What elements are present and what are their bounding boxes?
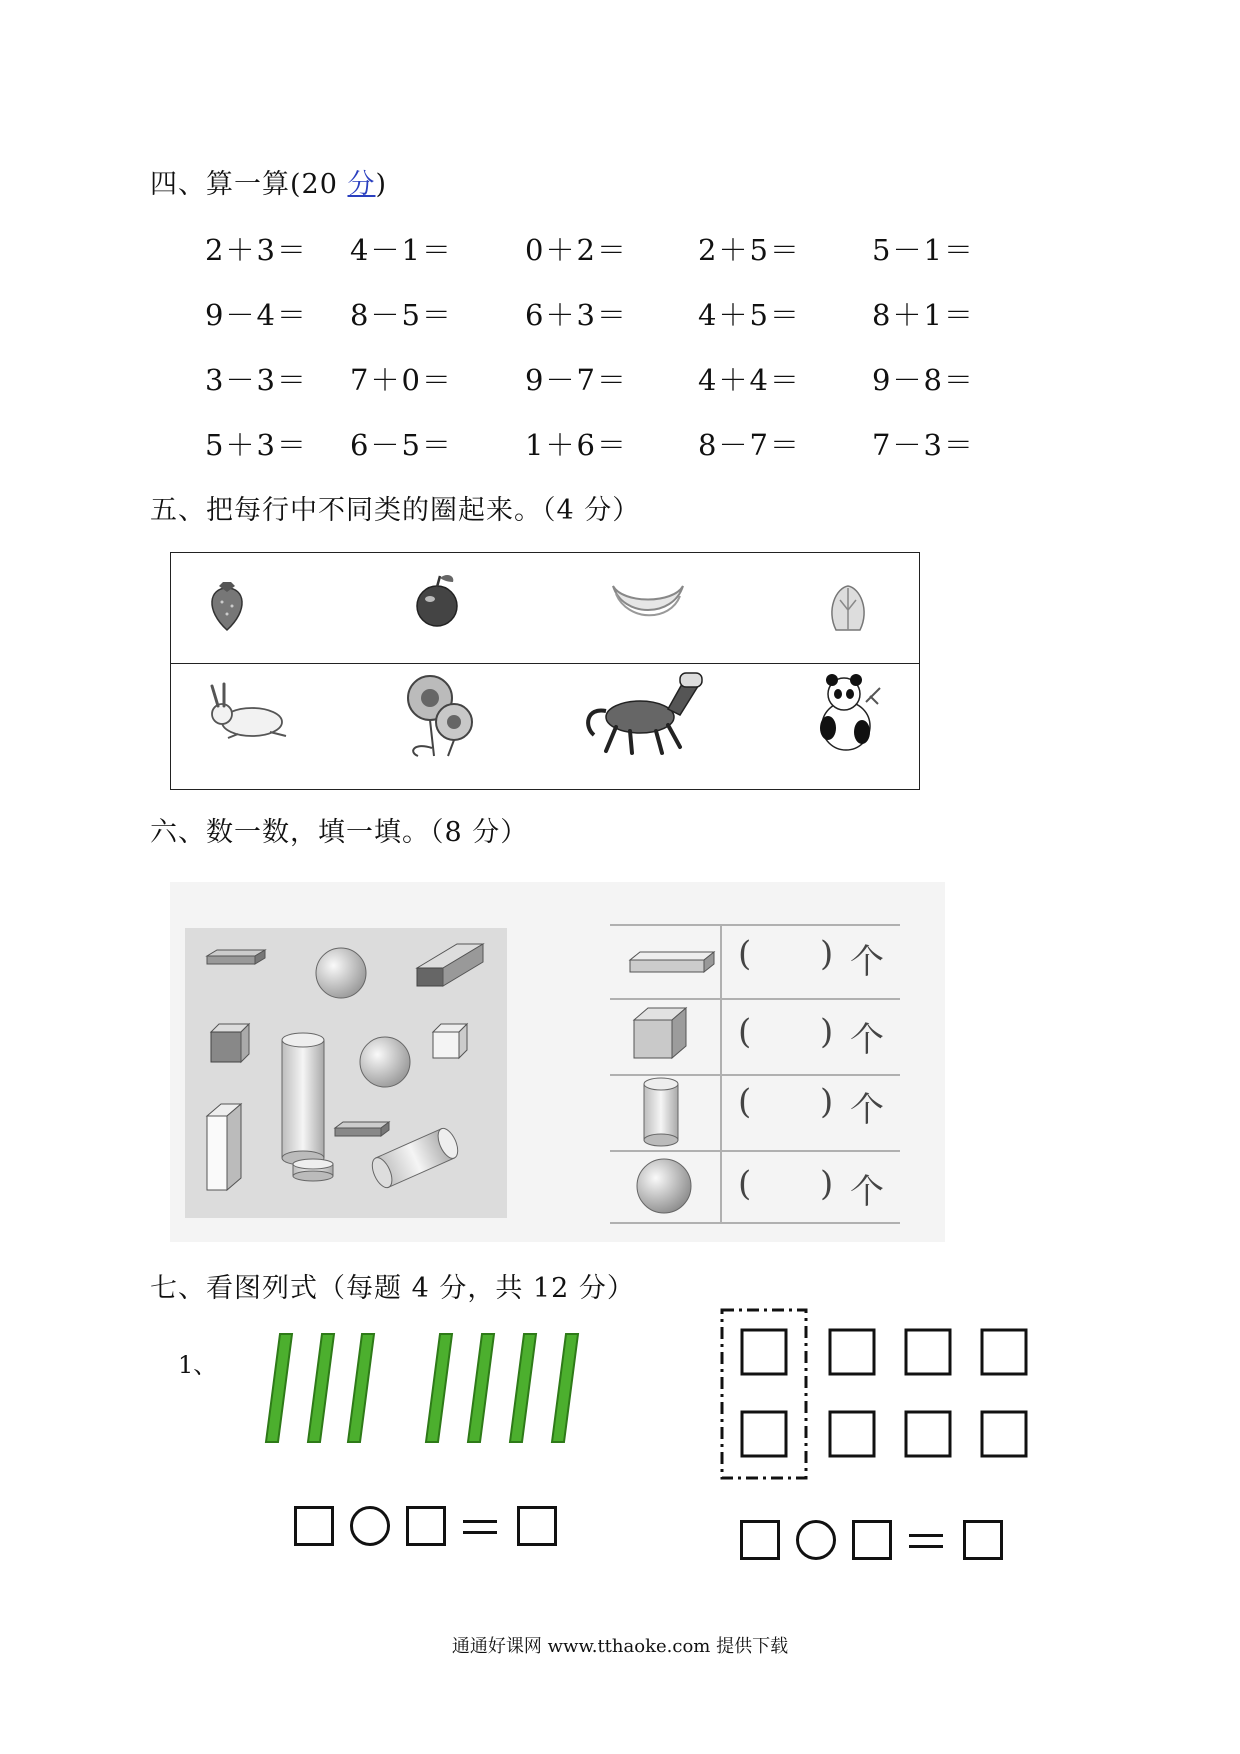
grid-square [742, 1412, 786, 1456]
cube-icon [433, 1024, 467, 1058]
section4-heading: 四、算一算(20 分) [150, 169, 388, 200]
answer-box[interactable] [740, 1520, 780, 1560]
section7-heading: 七、看图列式（每题 4 分，共 12 分） [150, 1273, 635, 1304]
count-answer-blank[interactable] [760, 930, 816, 980]
grid-square [742, 1330, 786, 1374]
count-close-paren: ) [820, 1082, 834, 1122]
grid-square [830, 1330, 874, 1374]
grid-square [906, 1412, 950, 1456]
answer-box[interactable] [852, 1520, 892, 1560]
odd-one-out-pictures [170, 552, 920, 790]
section5-heading: 五、把每行中不同类的圈起来。（4 分） [150, 495, 641, 526]
cylinder-icon [644, 1078, 678, 1146]
equals-sign [463, 1520, 497, 1534]
stick-icon [510, 1334, 536, 1442]
sphere-icon [316, 948, 366, 998]
dashed-group-outline [722, 1310, 806, 1478]
count-close-paren: ) [820, 934, 834, 974]
stick-icon [552, 1334, 578, 1442]
count-open-paren: ( [738, 1082, 752, 1122]
count-answer-blank[interactable] [760, 1078, 816, 1128]
operator-circle[interactable] [350, 1506, 390, 1546]
equation: 9－7＝ [525, 363, 628, 397]
equation: 8－7＝ [698, 428, 801, 462]
count-open-paren: ( [738, 934, 752, 974]
cabbage-icon[interactable] [832, 586, 864, 630]
horse-icon[interactable] [588, 673, 702, 753]
cube-icon [211, 1024, 249, 1062]
squares-grid [720, 1308, 1040, 1484]
grid-square [906, 1330, 950, 1374]
cuboid-icon [207, 1104, 241, 1190]
table-line [720, 924, 722, 1224]
answer-box[interactable] [517, 1506, 557, 1546]
equation: 8－5＝ [350, 298, 453, 332]
footer-credit: 通通好课网 www.tthaoke.com 提供下载 [451, 1636, 789, 1657]
stick-icon [468, 1334, 494, 1442]
equation: 6＋3＝ [525, 298, 628, 332]
equation: 5＋3＝ [205, 428, 308, 462]
count-close-paren: ) [820, 1012, 834, 1052]
count-answer-blank[interactable] [760, 1008, 816, 1058]
grid-square [982, 1330, 1026, 1374]
equation: 1＋6＝ [525, 428, 628, 462]
equation: 8＋1＝ [872, 298, 975, 332]
section4-heading-link[interactable]: 分 [347, 169, 376, 200]
problem-number: 1、 [178, 1351, 218, 1379]
cuboid-icon [207, 950, 265, 964]
equation: 2＋3＝ [205, 233, 308, 267]
cylinder-icon [282, 1033, 324, 1165]
shape-collection-drawing [185, 928, 507, 1218]
cube-icon [634, 1008, 686, 1058]
sphere-icon [637, 1159, 691, 1213]
stick-icon [426, 1334, 452, 1442]
equation: 3－3＝ [205, 363, 308, 397]
answer-box[interactable] [963, 1520, 1003, 1560]
equation: 7－3＝ [872, 428, 975, 462]
count-unit: 个 [850, 1020, 884, 1060]
answer-box[interactable] [294, 1506, 334, 1546]
panda-icon[interactable] [820, 674, 880, 750]
stick-icon [308, 1334, 334, 1442]
equation: 4＋4＝ [698, 363, 801, 397]
grid-square [982, 1412, 1026, 1456]
equation: 5－1＝ [872, 233, 975, 267]
banana-icon[interactable] [613, 586, 683, 615]
count-close-paren: ) [820, 1164, 834, 1204]
equation: 9－4＝ [205, 298, 308, 332]
answer-box[interactable] [406, 1506, 446, 1546]
count-open-paren: ( [738, 1012, 752, 1052]
cylinder-icon [293, 1159, 333, 1181]
equation: 9－8＝ [872, 363, 975, 397]
strawberry-icon[interactable] [212, 582, 242, 630]
apple-icon[interactable] [417, 575, 457, 626]
rabbit-icon[interactable] [212, 684, 286, 738]
section6-heading: 六、数一数，填一填。（8 分） [150, 817, 529, 848]
equals-sign [909, 1534, 943, 1548]
cuboid-icon [630, 952, 714, 972]
count-unit: 个 [850, 942, 884, 982]
shape-legend [610, 924, 720, 1224]
grid-square [830, 1412, 874, 1456]
count-unit: 个 [850, 1172, 884, 1212]
flower-icon[interactable] [408, 676, 472, 756]
equation: 4－1＝ [350, 233, 453, 267]
count-unit: 个 [850, 1090, 884, 1130]
stick-icon [266, 1334, 292, 1442]
count-answer-blank[interactable] [760, 1160, 816, 1210]
cuboid-icon [417, 944, 483, 986]
operator-circle[interactable] [796, 1520, 836, 1560]
equation: 0＋2＝ [525, 233, 628, 267]
equation: 4＋5＝ [698, 298, 801, 332]
equation: 2＋5＝ [698, 233, 801, 267]
equation: 7＋0＝ [350, 363, 453, 397]
cuboid-icon [335, 1122, 389, 1136]
count-open-paren: ( [738, 1164, 752, 1204]
equation: 6－5＝ [350, 428, 453, 462]
counting-sticks [250, 1330, 590, 1450]
sphere-icon [360, 1037, 410, 1087]
stick-icon [348, 1334, 374, 1442]
